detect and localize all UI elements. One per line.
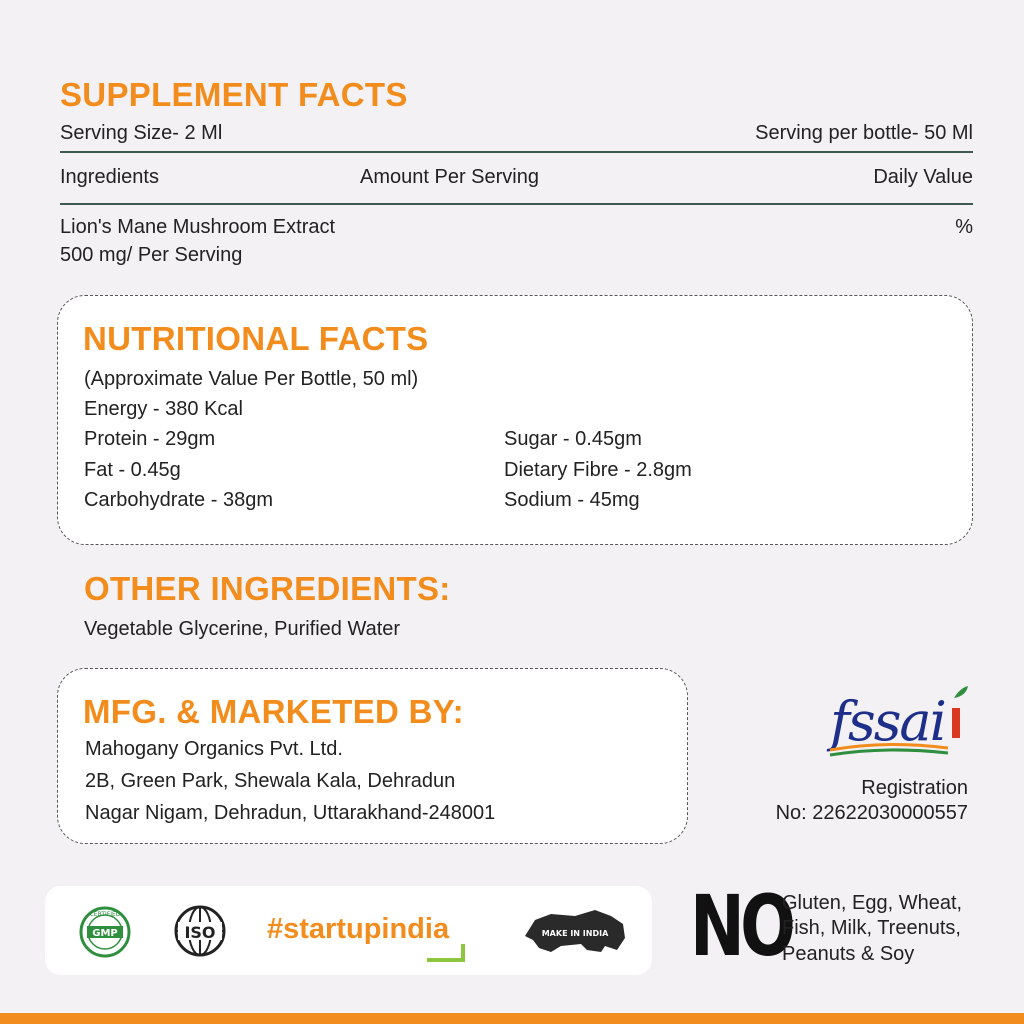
gmp-ring-text: CERTIFIED [89, 911, 121, 918]
gmp-badge [79, 906, 131, 963]
iso-globe-icon [173, 904, 227, 958]
make-in-india-text: MAKE IN INDIA [541, 929, 609, 938]
startupindia-badge [267, 908, 487, 969]
nutrient-fibre: Dietary Fibre - 2.8gm [504, 459, 692, 481]
footer-accent-bar [0, 1013, 1024, 1024]
lion-icon [521, 906, 629, 956]
manufacturer-line-1: Mahogany Organics Pvt. Ltd. [85, 738, 343, 760]
startupindia-logo [267, 908, 487, 964]
registration-label: Registration [861, 777, 968, 799]
nutritional-facts-title: NUTRITIONAL FACTS [83, 320, 429, 357]
other-ingredients-text: Vegetable Glycerine, Purified Water [84, 618, 401, 640]
manufacturer-address [85, 737, 495, 833]
col-amount-per-serving: Amount Per Serving [360, 166, 539, 188]
columns-header-row [60, 153, 973, 203]
iso-text: ISO [184, 923, 216, 942]
registration-number: No: 22622030000557 [775, 802, 968, 824]
allergen-line-3: Peanuts & Soy [782, 942, 915, 965]
other-ingredients-title: OTHER INGREDIENTS: [84, 570, 451, 607]
serving-per-bottle: Serving per bottle- 50 Ml [755, 122, 973, 144]
gmp-text: GMP [92, 928, 118, 939]
ingredient-name: Lion's Mane Mushroom Extract [60, 216, 336, 238]
other-ingredients-section [84, 572, 451, 641]
ingredient-amount: 500 mg/ Per Serving [60, 244, 243, 266]
certification-badges [45, 886, 652, 975]
manufacturer-line-3: Nagar Nigam, Dehradun, Uttarakhand-248001 [85, 802, 496, 824]
approx-value-note: (Approximate Value Per Bottle, 50 ml) [84, 368, 419, 390]
manufacturer-line-2: 2B, Green Park, Shewala Kala, Dehradun [85, 770, 456, 792]
col-daily-value: Daily Value [873, 166, 973, 188]
allergen-list [782, 891, 962, 967]
serving-size: Serving Size- 2 Ml [60, 122, 223, 144]
nutrient-carbohydrate: Carbohydrate - 38gm [84, 489, 273, 511]
ingredient-row [60, 205, 973, 267]
allergen-line-2: Fish, Milk, Treenuts, [782, 917, 961, 940]
startupindia-text: #startupindia [267, 913, 450, 945]
allergen-line-1: Gluten, Egg, Wheat, [782, 892, 963, 914]
fssai-logo-graphic [826, 684, 976, 764]
nutrient-protein: Protein - 29gm [84, 428, 216, 450]
fssai-logo-text: fssai [830, 690, 945, 753]
ingredient-daily-value: % [955, 216, 973, 238]
nutrient-fat: Fat - 0.45g [84, 459, 181, 481]
fssai-registration [776, 776, 968, 826]
no-allergen-mark: NO [690, 877, 792, 975]
nutritional-facts-box [57, 295, 973, 545]
nutrient-sodium: Sodium - 45mg [504, 489, 640, 511]
fssai-logo [826, 684, 976, 764]
manufacturer-title: MFG. & MARKETED BY: [83, 693, 464, 730]
make-in-india-badge [521, 906, 629, 961]
iso-badge [173, 904, 227, 963]
manufacturer-box [57, 668, 688, 844]
supplement-facts-section [60, 78, 973, 267]
serving-row [60, 121, 973, 151]
col-ingredients: Ingredients [60, 166, 159, 188]
nutrient-energy: Energy - 380 Kcal [84, 398, 243, 420]
nutrient-sugar: Sugar - 0.45gm [504, 428, 642, 450]
gmp-icon [79, 906, 131, 958]
supplement-facts-title: SUPPLEMENT FACTS [60, 76, 408, 113]
